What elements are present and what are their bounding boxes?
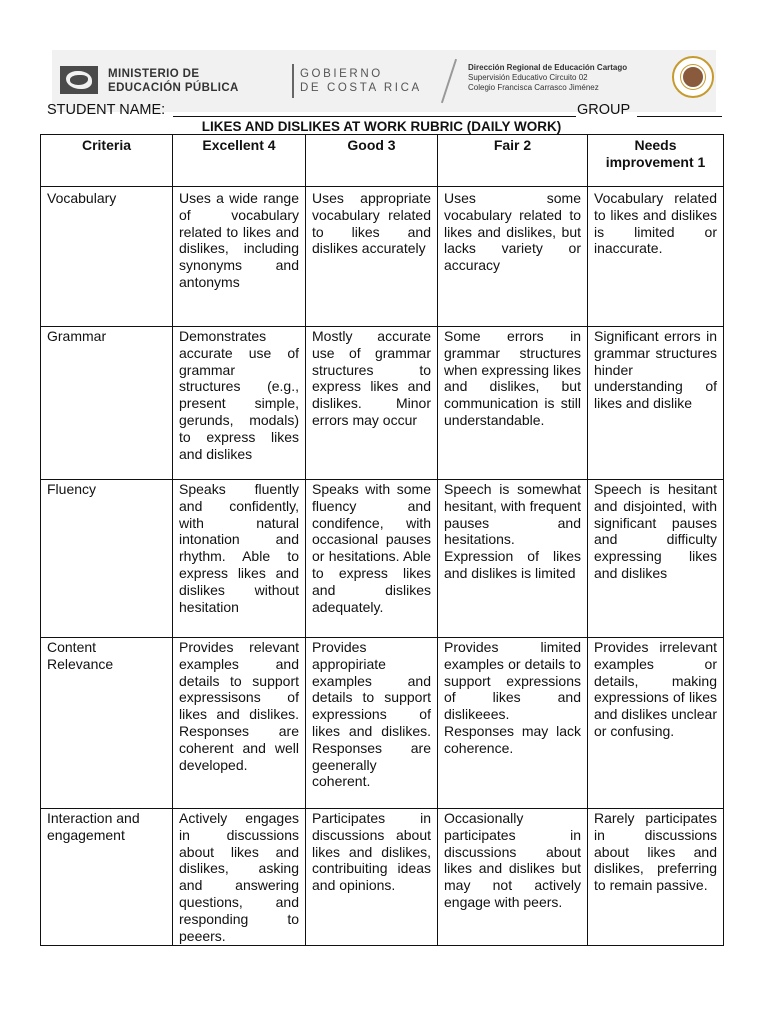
rubric-table bbox=[40, 134, 724, 946]
region-line-3: Colegio Francisca Carrasco Jiménez bbox=[468, 83, 599, 92]
needs-cell: Provides irrelevant examples or details, making expressions of likes and dislikes unclear or confusing. bbox=[588, 638, 724, 809]
fair-cell: Provides limited examples or details to support expressions of likes and dislikeees. Responses may lack coherence. bbox=[438, 638, 588, 809]
table-row bbox=[41, 809, 724, 946]
excellent-cell: Actively engages in discussions about likes and dislikes, asking and answering questions, and responding to peeers. bbox=[173, 809, 306, 946]
table-row bbox=[41, 327, 724, 480]
ministry-line-2: EDUCACIÓN PÚBLICA bbox=[108, 82, 239, 94]
needs-cell: Rarely participates in discussions about likes and dislikes, preferring to remain passive. bbox=[588, 809, 724, 946]
fair-cell: Occasionally participates in discussions about likes and dislikes but may not actively engage with peers. bbox=[438, 809, 588, 946]
student-info-line bbox=[47, 102, 723, 119]
good-cell: Participates in discussions about likes and dislikes, contribuiting ideas and opinions. bbox=[306, 809, 438, 946]
government-name bbox=[300, 67, 422, 95]
fair-cell: Speech is somewhat hesitant, with frequent pauses and hesitations. Expression of likes and dislikes is limited bbox=[438, 480, 588, 638]
header-excellent: Excellent 4 bbox=[173, 135, 306, 187]
good-cell: Provides appropiriate examples and details to support expressions of likes and dislikes. Responses are geenerally coherent. bbox=[306, 638, 438, 809]
slash-divider bbox=[441, 59, 457, 103]
needs-cell: Vocabulary related to likes and dislikes is limited or inaccurate. bbox=[588, 187, 724, 327]
criteria-cell: Grammar bbox=[41, 327, 173, 480]
fair-cell: Some errors in grammar structures when expressing likes and dislikes, but communication is still understandable. bbox=[438, 327, 588, 480]
gobierno-line-1: GOBIERNO bbox=[300, 68, 383, 80]
table-row bbox=[41, 638, 724, 809]
group-label: GROUP bbox=[577, 102, 631, 118]
rubric-title: LIKES AND DISLIKES AT WORK RUBRIC (DAILY WORK) bbox=[201, 119, 562, 134]
excellent-cell: Speaks fluently and confidently, with natural intonation and rhythm. Able to express likes and dislikes without hesitation bbox=[173, 480, 306, 638]
header-good: Good 3 bbox=[306, 135, 438, 187]
fair-cell: Uses some vocabulary related to likes and dislikes, but lacks variety or accuracy bbox=[438, 187, 588, 327]
student-name-label: STUDENT NAME: bbox=[47, 102, 166, 118]
criteria-cell: Fluency bbox=[41, 480, 173, 638]
logo-divider bbox=[292, 64, 294, 98]
excellent-cell: Demonstrates accurate use of grammar structures (e.g., present simple, gerunds, modals) to express likes and dislikes bbox=[173, 327, 306, 480]
criteria-cell: Interaction and engagement bbox=[41, 809, 173, 946]
school-seal-icon bbox=[672, 56, 714, 98]
needs-cell: Speech is hesitant and disjointed, with significant pauses and difficulty expressing likes and dislikes bbox=[588, 480, 724, 638]
header-needs-improvement: Needs improvement 1 bbox=[588, 135, 724, 187]
good-cell: Uses appropriate vocabulary related to likes and dislikes accurately bbox=[306, 187, 438, 327]
gobierno-line-2: DE COSTA RICA bbox=[300, 82, 422, 94]
needs-cell: Significant errors in grammar structures hinder understanding of likes and dislike bbox=[588, 327, 724, 480]
table-row bbox=[41, 187, 724, 327]
header-row bbox=[41, 135, 724, 187]
excellent-cell: Provides relevant examples and details to support expressisons of likes and dislikes. Responses are coherent and well developed. bbox=[173, 638, 306, 809]
region-line-1: Dirección Regional de Educación Cartago bbox=[468, 63, 628, 72]
student-name-blank[interactable] bbox=[173, 116, 576, 117]
good-cell: Mostly accurate use of grammar structures to express likes and dislikes. Minor errors may occur bbox=[306, 327, 438, 480]
excellent-cell: Uses a wide range of vocabulary related to likes and dislikes, including synonyms and antonyms bbox=[173, 187, 306, 327]
criteria-cell: Vocabulary bbox=[41, 187, 173, 327]
costa-rica-map-logo-icon bbox=[60, 66, 98, 94]
group-blank[interactable] bbox=[637, 116, 722, 117]
table-row bbox=[41, 480, 724, 638]
ministry-name bbox=[108, 67, 239, 95]
header-criteria: Criteria bbox=[41, 135, 173, 187]
region-line-2: Supervisión Educativo Circuito 02 bbox=[468, 73, 588, 82]
criteria-cell: Content Relevance bbox=[41, 638, 173, 809]
header-fair: Fair 2 bbox=[438, 135, 588, 187]
ministry-line-1: MINISTERIO DE bbox=[108, 68, 200, 80]
regional-office bbox=[468, 63, 627, 93]
good-cell: Speaks with some fluency and condifence, with occasional pauses or hesitations. Able to express likes and dislikes adequately. bbox=[306, 480, 438, 638]
